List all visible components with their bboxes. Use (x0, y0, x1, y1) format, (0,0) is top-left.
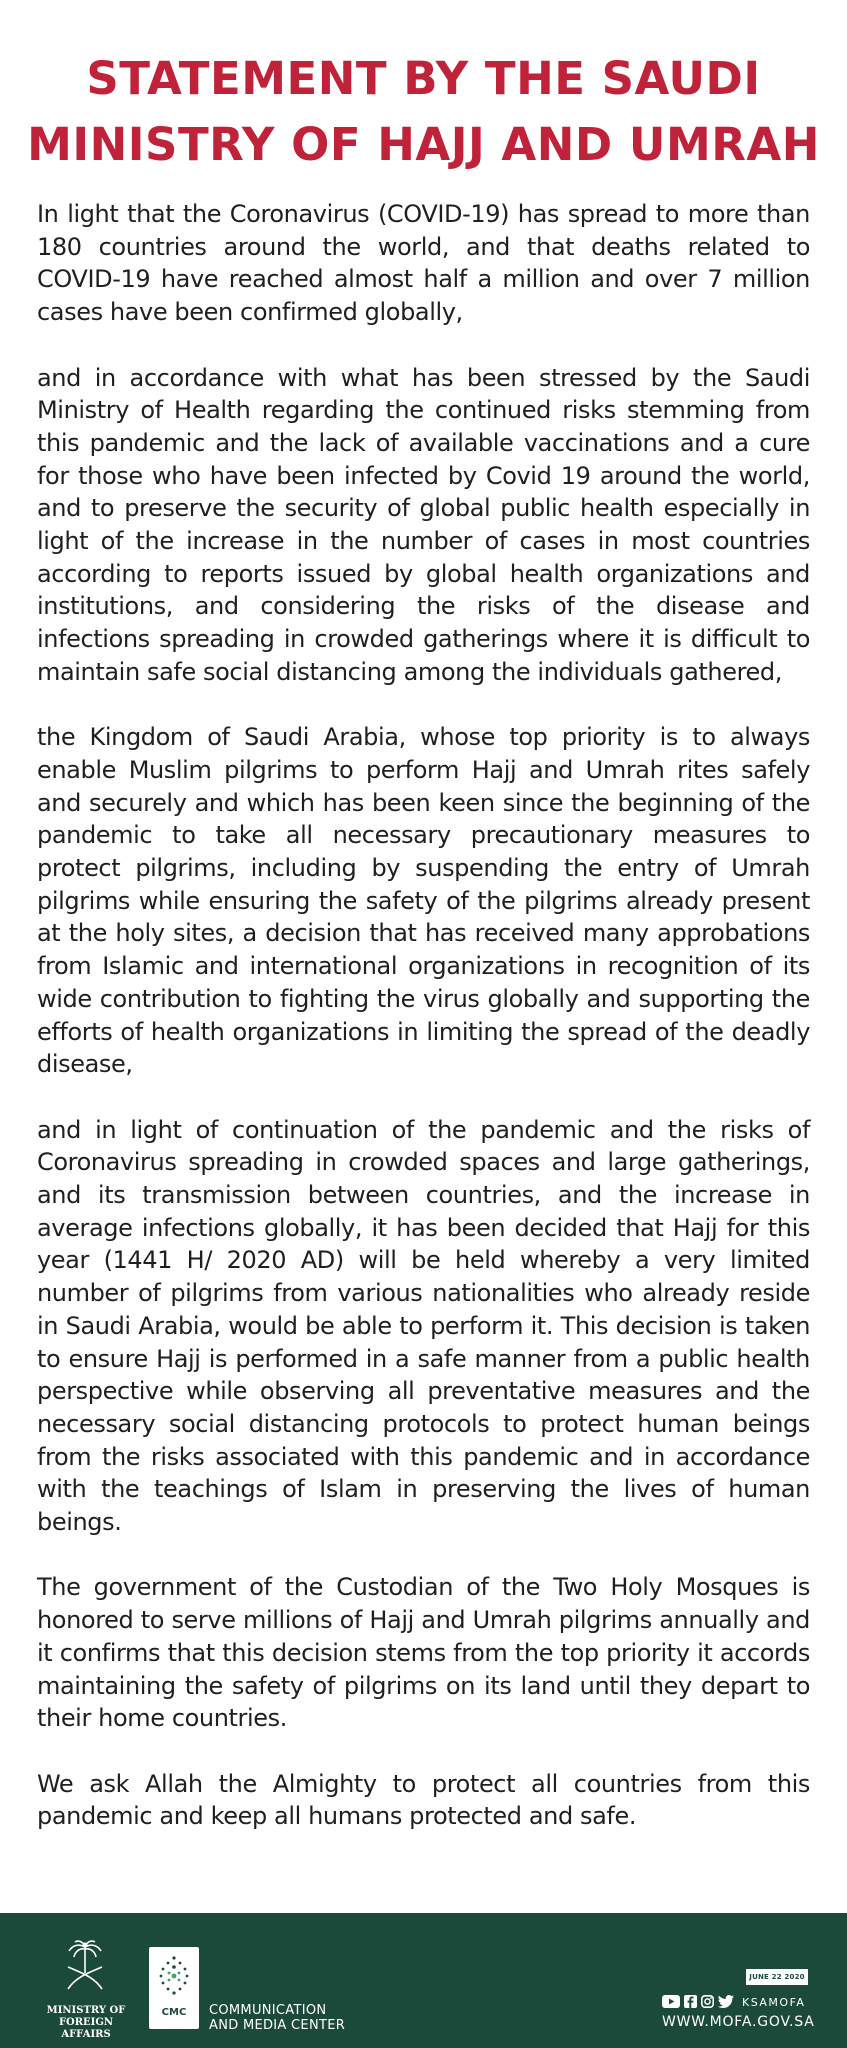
instagram-icon[interactable] (701, 1995, 714, 2008)
facebook-icon[interactable] (684, 1995, 697, 2008)
paragraph: and in light of continuation of the pandemic and the risks of Coronavirus spreading in crowded spaces and large gatherings, and its transmission between countries, and the increase in average infections globally, it has been decided that Hajj for this year (1441 H/ 2020 AD) will be held whereby a very limited number of pilgrims from various nationalities who already reside in Saudi Arabia, would be able to perform it. This decision is taken to ensure Hajj is performed in a safe manner from a public health perspective while observing all preventative measures and the necessary social distancing protocols to protect human beings from the risks associated with this pandemic and in accordance with the teachings of Islam in preserving the lives of human beings. (37, 1115, 810, 1537)
cmc-dots-icon (158, 1955, 190, 1997)
date-badge: JUNE 22 2020 (746, 1969, 808, 1985)
youtube-icon[interactable] (662, 1995, 680, 2008)
title-line-1: STATEMENT BY THE SAUDI (86, 52, 761, 105)
paragraph: The government of the Custodian of the Two Holy Mosques is honored to serve millions of Hajj and Umrah pilgrims annually and it confirms that this decision stems from the top priority it accords maintaining the safety of pilgrims on its land until they depart to their home countries. (37, 1573, 810, 1733)
footer-bar (0, 1913, 847, 2048)
ministry-line-2: FOREIGN AFFAIRS (58, 2017, 114, 2040)
paragraph: In light that the Coronavirus (COVID-19) has spread to more than 180 countries around the world, and that deaths related to COVID-19 have reached almost half a million and over 7 million cases have been confirmed globally, (37, 200, 810, 327)
cmc-badge-text: CMC (161, 2007, 187, 2018)
ministry-label (34, 2005, 138, 2041)
cmc-logo (149, 1947, 199, 2029)
cmc-label (209, 2003, 345, 2033)
paragraph: and in accordance with what has been stressed by the Saudi Ministry of Health regarding the continued risks stemming from this pandemic and the lack of available vaccinations and a cure for those who have been infected by Covid 19 around the world, and to preserve the security of global public health especially in light of the increase in the number of cases in most countries according to reports issued by global health organizations and institutions, and considering the risks of the disease and infections spreading in crowded gatherings where it is difficult to maintain safe social distancing among the individuals gathered, (37, 363, 810, 686)
title-line-2: MINISTRY OF HAJJ AND UMRAH (27, 118, 820, 171)
social-handle: KSAMOFA (742, 1996, 806, 2009)
statement-body (37, 198, 810, 1866)
ministry-line-1: MINISTRY OF (46, 2005, 126, 2016)
paragraph: We ask Allah the Almighty to protect all countries from this pandemic and keep all humans protected and safe. (37, 1769, 810, 1831)
website-link[interactable]: WWW.MOFA.GOV.SA (662, 2014, 815, 2030)
saudi-emblem-icon (56, 1937, 114, 1995)
twitter-icon[interactable] (718, 1995, 734, 2008)
cmc-line-2: AND MEDIA CENTER (209, 2018, 346, 2033)
page-title (0, 46, 847, 178)
cmc-line-1: COMMUNICATION (209, 2003, 327, 2018)
paragraph: the Kingdom of Saudi Arabia, whose top priority is to always enable Muslim pilgrims to perform Hajj and Umrah rites safely and securely and which has been keen since the beginning of the pandemic to take all necessary precautionary measures to protect pilgrims, including by suspending the entry of Umrah pilgrims while ensuring the safety of the pilgrims already present at the holy sites, a decision that has received many approbations from Islamic and international organizations in recognition of its wide contribution to fighting the virus globally and supporting the efforts of health organizations in limiting the spread of the deadly disease, (37, 723, 810, 1079)
